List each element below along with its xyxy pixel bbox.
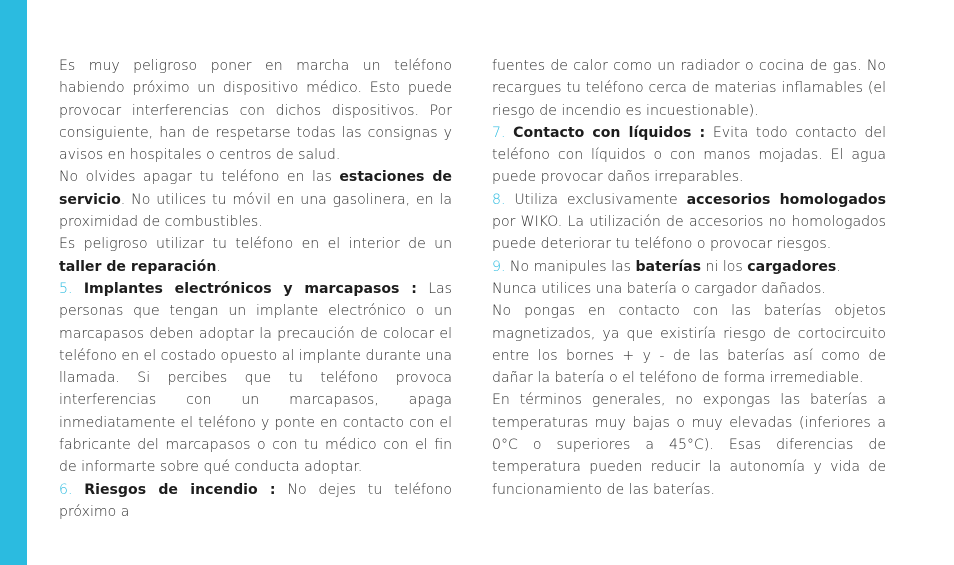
section-5-implants [59,278,452,479]
section-5-text: Las personas que tengan un implante electrónico o un marcapasos deben adoptar la precaución de colocar el teléfono en el costado opuesto al implante durante una llamada. Si percibes que tu teléfono provoca interferencias con un marcapasos, apaga inmediatamente el teléfono y ponte en contacto con el fabricante del marcapasos o con tu médico con el fin de informarte sobre qué conducta adoptar. [59,280,453,476]
section-7-text: Evita todo contacto del teléfono con líquidos o con manos mojadas. El agua puede provocar daños irreparables. [492,124,886,186]
section-8-number: 8. [492,191,506,208]
medical-device-paragraph: Es muy peligroso poner en marcha un teléfono habiendo próximo un dispositivo médico. Esto puede provocar interferencias con dichos dispositivos. Por consiguiente, han de respetarse todas las consignas y avisos en hospitales o centros de salud. [59,58,452,164]
section-7-title: Contacto con líquidos : [513,124,706,141]
section-8-text-b: por WIKO. La utilización de accesorios no homologados puede deteriorar tu teléfono o provocar riesgos. [492,214,886,253]
section-6-title: Riesgos de incendio : [84,481,276,498]
section-9-batteries [492,256,886,278]
fire-risk-continuation: fuentes de calor como un radiador o cocina de gas. No recargues tu teléfono cerca de materias inflamables (el riesgo de incendio es incuestionable). [492,58,886,119]
section-9-number: 9. [492,258,506,275]
section-9-text-a: No manipules las [505,258,636,275]
service-station-text-a: No olvides apagar tu teléfono en las [59,169,340,186]
section-8-text-a: Utiliza exclusivamente [505,191,687,208]
battery-paragraph-3: En términos generales, no expongas las baterías a temperaturas muy bajas o muy elevadas (inferiores a 0°C o superiores a 45°C). Esas diferencias de temperatura pueden reducir la autonomía y vida de funcionamiento de las baterías. [492,392,886,498]
battery-paragraph-2: No pongas en contacto con las baterías objetos magnetizados, ya que existiría riesgo de cortocircuito entre los bornes + y - de las baterías así como de dañar la batería o el teléfono de forma irremediable. [492,303,886,387]
section-9-text-b: ni los [701,258,748,275]
section-5-number: 5. [59,280,73,297]
section-9-bold-batteries: baterías [635,258,702,275]
repair-shop-text-a: Es peligroso utilizar tu teléfono en el interior de un [59,236,452,253]
repair-shop-paragraph [59,233,452,278]
left-column [59,55,452,523]
right-column [492,55,886,501]
section-6-text: No dejes tu teléfono próximo a [59,481,453,520]
section-6-number: 6. [59,481,73,498]
service-station-bold: estaciones de servicio [59,169,452,208]
section-6-fire-risk [59,479,452,524]
section-5-title: Implantes electrónicos y marcapasos : [83,280,417,297]
service-station-text-b: . No utilices tu móvil en una gasolinera, en la proximidad de combustibles. [59,191,452,231]
repair-shop-text-b: . [216,258,221,275]
section-7-number: 7. [492,124,506,141]
repair-shop-bold: taller de reparación [59,258,217,275]
section-8-bold: accesorios homologados [686,191,886,208]
section-8-accessories [492,189,886,256]
service-station-paragraph [59,166,452,233]
accent-sidebar-bar [0,0,27,565]
section-9-text-c: . [836,258,841,275]
section-7-liquids [492,122,886,189]
battery-paragraph-1: Nunca utilices una batería o cargador dañados. [492,280,826,297]
section-9-bold-chargers: cargadores [747,258,837,275]
